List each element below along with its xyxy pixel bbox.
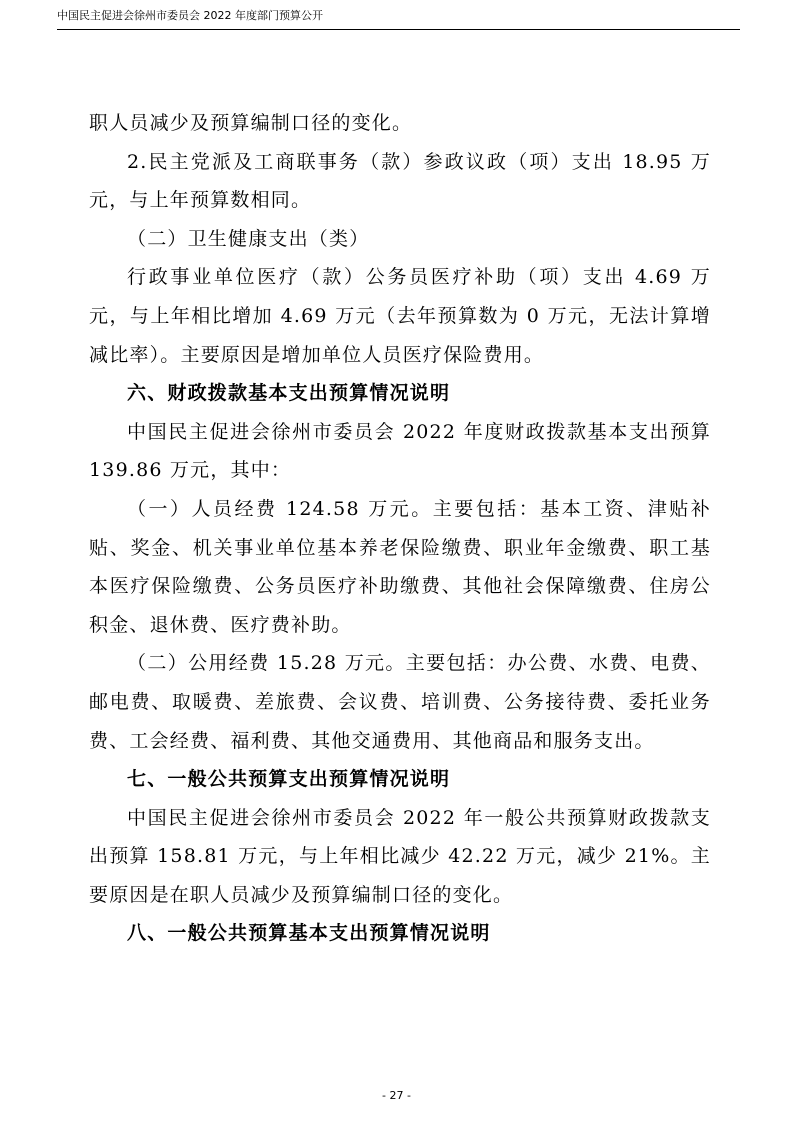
paragraph-public-costs: （二）公用经费 15.28 万元。主要包括：办公费、水费、电费、邮电费、取暖费、差旅费、会议费、培训费、公务接待费、委托业务费、工会经费、福利费、其他交通费用、其他商品和服务支出。 [89, 652, 711, 752]
section-heading-6: 六、财政拨款基本支出预算情况说明 [127, 382, 451, 405]
paragraph-general-budget: 中国民主促进会徐州市委员会 2022 年一般公共预算财政拨款支出预算 158.81 万元，与上年相比减少 42.22 万元，减少 21%。主要原因是在职人员减少及预算编制口径的变化。 [89, 806, 711, 906]
document-body [89, 104, 711, 953]
paragraph-political-consultation: 2.民主党派及工商联事务（款）参政议政（项）支出 18.95 万元，与上年预算数相同。 [89, 150, 711, 212]
paragraph-medical-subsidy: 行政事业单位医疗（款）公务员医疗补助（项）支出 4.69 万元，与上年相比增加 4.69 万元（去年预算数为 0 万元，无法计算增减比率）。主要原因是增加单位人员医疗保险费用。 [89, 266, 711, 366]
subheading-health-expenditure: （二）卫生健康支出（类） [127, 227, 370, 250]
page-number: - 27 - [382, 1089, 411, 1102]
paragraph-personnel-costs: （一）人员经费 124.58 万元。主要包括：基本工资、津贴补贴、奖金、机关事业单位基本养老保险缴费、职业年金缴费、职工基本医疗保险缴费、公务员医疗补助缴费、其他社会保障缴费、住房公积金、退休费、医疗费补助。 [89, 497, 711, 636]
header-divider [57, 29, 740, 30]
section-heading-8: 八、一般公共预算基本支出预算情况说明 [127, 922, 491, 945]
paragraph-basic-expenditure-total: 中国民主促进会徐州市委员会 2022 年度财政拨款基本支出预算 139.86 万元，其中： [89, 420, 711, 482]
paragraph-staff-reduction-continuation: 职人员减少及预算编制口径的变化。 [89, 112, 413, 134]
page-header: 中国民主促进会徐州市委员会 2022 年度部门预算公开 [57, 9, 323, 22]
section-heading-7: 七、一般公共预算支出预算情况说明 [127, 768, 451, 791]
